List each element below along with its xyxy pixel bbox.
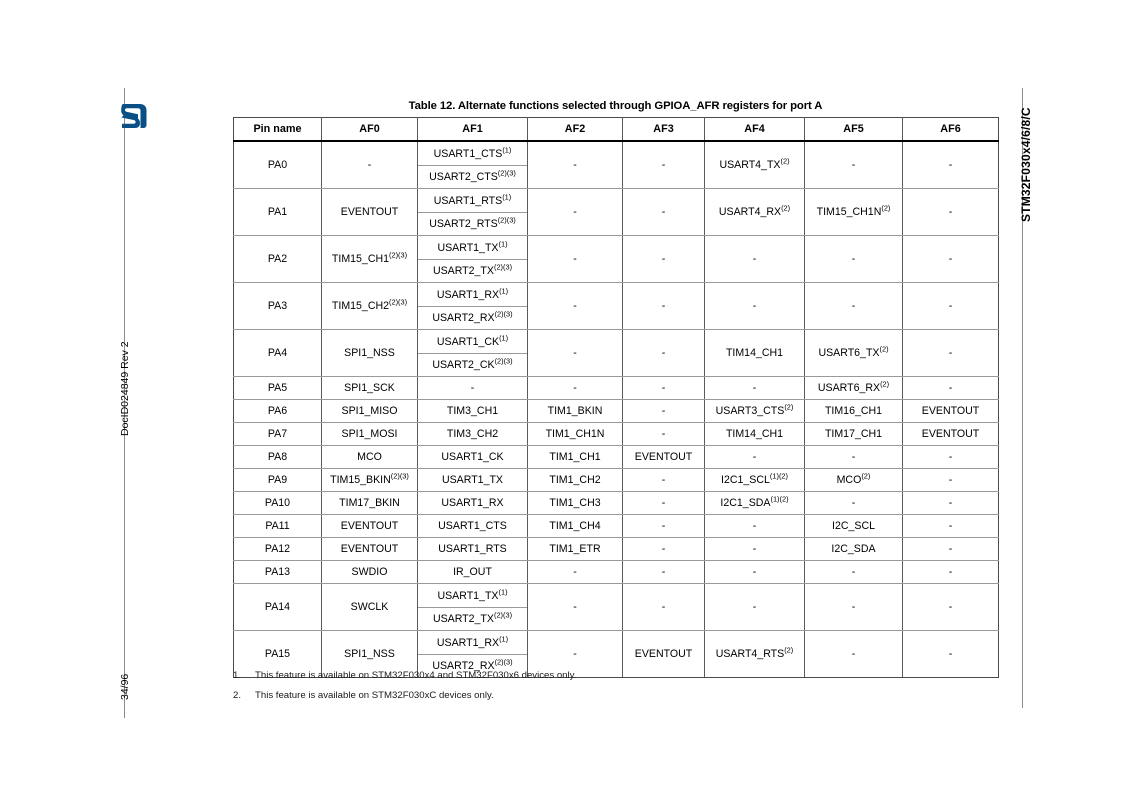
footnote-ref: (2)(3) [494, 308, 513, 318]
cell-af0: MCO [322, 446, 418, 469]
footnote-ref: (2)(3) [497, 167, 516, 177]
cell-af1-line: $USART2\_TX^{(2)(3)}$ [432, 609, 513, 625]
cell-af1: - [418, 377, 528, 400]
cell-af4: $I2C1\_SDA^{(1)(2)}$ [705, 492, 805, 515]
cell-af2: - [528, 561, 623, 584]
cell-af3: - [623, 189, 705, 236]
cell-af3: - [623, 538, 705, 561]
cell-af6: - [903, 377, 999, 400]
footnote-ref: (2)(3) [390, 471, 409, 481]
column-header-af0: AF0 [322, 118, 418, 142]
cell-af0: TIM17_BKIN [322, 492, 418, 515]
cell-af2: - [528, 189, 623, 236]
cell-af1: IR_OUT [418, 561, 528, 584]
footnote-ref: (1) [498, 586, 508, 596]
cell-af0: - [322, 141, 418, 189]
column-header-af6: AF6 [903, 118, 999, 142]
cell-af5: TIM16_CH1 [805, 400, 903, 423]
cell-af0: EVENTOUT [322, 189, 418, 236]
footnote-ref: (2) [784, 402, 794, 412]
cell-pin-name: PA3 [234, 283, 322, 330]
footnote-ref: (2) [780, 156, 790, 166]
cell-af2: - [528, 584, 623, 631]
footnote-ref: (1) [502, 191, 512, 201]
footer-page-number: 34/96 [119, 673, 131, 700]
cell-pin-name: PA6 [234, 400, 322, 423]
cell-af2: TIM1_BKIN [528, 400, 623, 423]
cell-af1-line: $USART2\_RTS^{(2)(3)}$ [429, 214, 516, 230]
cell-af1-line: $USART2\_TX^{(2)(3)}$ [432, 261, 513, 277]
cell-af1 [418, 584, 528, 631]
cell-af2: TIM1_CH4 [528, 515, 623, 538]
table-row [234, 236, 999, 283]
cell-af3: - [623, 561, 705, 584]
cell-af1 [418, 283, 528, 330]
cell-af2: - [528, 141, 623, 189]
cell-pin-name: PA0 [234, 141, 322, 189]
cell-af6: - [903, 492, 999, 515]
cell-af2: TIM1_ETR [528, 538, 623, 561]
cell-pin-name: PA13 [234, 561, 322, 584]
footnote-ref: (2)(3) [493, 609, 513, 619]
footnote-item [233, 670, 933, 681]
cell-af5: - [805, 283, 903, 330]
table-row [234, 538, 999, 561]
cell-af0: $TIM15\_CH2^{(2)(3)}$ [322, 283, 418, 330]
cell-af5: MCO$^{(2)}$ [805, 469, 903, 492]
table-header-row [234, 118, 999, 142]
column-header-af4: AF4 [705, 118, 805, 142]
cell-af5: - [805, 492, 903, 515]
cell-af6: - [903, 189, 999, 236]
footnote-item [233, 690, 933, 701]
table-row [234, 283, 999, 330]
cell-af4: USART3_CTS$^{(2)}$ [705, 400, 805, 423]
footnote-ref: (2) [881, 203, 891, 213]
table-row [234, 189, 999, 236]
cell-af1 [418, 189, 528, 236]
footnote-ref: (1) [498, 238, 508, 248]
cell-af4: - [705, 538, 805, 561]
cell-af4: - [705, 515, 805, 538]
cell-pin-name: PA2 [234, 236, 322, 283]
cell-af6: EVENTOUT [903, 423, 999, 446]
cell-af3: - [623, 283, 705, 330]
cell-af0: EVENTOUT [322, 515, 418, 538]
footnote-ref: (1)(2) [770, 494, 789, 504]
cell-af0: SPI1_SCK [322, 377, 418, 400]
cell-af4: $I2C1\_SCL^{(1)(2)}$ [705, 469, 805, 492]
cell-af0: $TIM15\_BKIN^{(2)(3)}$ [322, 469, 418, 492]
cell-af2: TIM1_CH2 [528, 469, 623, 492]
table-row [234, 400, 999, 423]
cell-af1-line: USART1_RTS$^{(1)}$ [418, 190, 527, 213]
cell-af1-line: USART1_CK$^{(1)}$ [418, 331, 527, 354]
cell-af5: I2C_SCL [805, 515, 903, 538]
cell-af1: USART1_RTS [418, 538, 528, 561]
cell-af1-line: $USART2\_CTS^{(2)(3)}$ [429, 167, 516, 183]
cell-af2: TIM1_CH3 [528, 492, 623, 515]
cell-af1: USART1_CK [418, 446, 528, 469]
cell-af2: - [528, 631, 623, 678]
cell-af1-line: $USART2\_RX^{(2)(3)}$ [432, 656, 513, 672]
footnotes [233, 670, 933, 710]
cell-af3: - [623, 141, 705, 189]
cell-pin-name: PA1 [234, 189, 322, 236]
footer-doc-id: DocID024849 Rev 2 [119, 341, 131, 436]
cell-af2: - [528, 330, 623, 377]
cell-af3: EVENTOUT [623, 446, 705, 469]
header-part-number: STM32F030x4/6/8/C [1019, 107, 1033, 222]
footnote-ref: (1) [499, 285, 509, 295]
cell-af2: - [528, 377, 623, 400]
cell-af6: - [903, 561, 999, 584]
cell-af6: - [903, 515, 999, 538]
footnote-text: This feature is available on STM32F030x4 and STM32F030x6 devices only. [255, 670, 577, 681]
cell-af0: SPI1_NSS [322, 631, 418, 678]
cell-af6: EVENTOUT [903, 400, 999, 423]
cell-af0: SPI1_MISO [322, 400, 418, 423]
cell-pin-name: PA9 [234, 469, 322, 492]
table-row [234, 492, 999, 515]
footnote-ref: (2) [784, 645, 794, 655]
cell-af4: TIM14_CH1 [705, 423, 805, 446]
cell-af3: - [623, 492, 705, 515]
table-row [234, 141, 999, 189]
cell-af3: - [623, 330, 705, 377]
cell-af1: USART1_RX [418, 492, 528, 515]
table-row [234, 377, 999, 400]
footnote-ref: (1)(2) [769, 471, 788, 481]
cell-af4: - [705, 236, 805, 283]
cell-af1-line: USART1_TX$^{(1)}$ [418, 237, 527, 260]
cell-af0: SPI1_NSS [322, 330, 418, 377]
cell-af6: - [903, 446, 999, 469]
footnote-ref: (2)(3) [494, 656, 513, 666]
cell-af0: SPI1_MOSI [322, 423, 418, 446]
footnote-ref: (1) [502, 144, 512, 154]
cell-af4: - [705, 283, 805, 330]
cell-af5: - [805, 561, 903, 584]
column-header-af5: AF5 [805, 118, 903, 142]
alternate-functions-table [233, 117, 999, 678]
cell-pin-name: PA5 [234, 377, 322, 400]
cell-af4: - [705, 377, 805, 400]
cell-af1 [418, 141, 528, 189]
cell-pin-name: PA8 [234, 446, 322, 469]
footnote-ref: (1) [499, 332, 509, 342]
cell-af6: - [903, 283, 999, 330]
table-row [234, 469, 999, 492]
cell-af5: - [805, 446, 903, 469]
cell-af5: USART6_TX$^{(2)}$ [805, 330, 903, 377]
cell-af1: TIM3_CH2 [418, 423, 528, 446]
cell-af5: - [805, 141, 903, 189]
table-row [234, 446, 999, 469]
cell-af6: - [903, 141, 999, 189]
footnote-ref: (2) [861, 471, 871, 481]
cell-pin-name: PA7 [234, 423, 322, 446]
table-row [234, 584, 999, 631]
cell-pin-name: PA4 [234, 330, 322, 377]
cell-af5: - [805, 584, 903, 631]
cell-af4: - [705, 561, 805, 584]
column-header-pin-name: Pin name [234, 118, 322, 142]
st-logo-icon [113, 95, 155, 137]
footnote-ref: (2) [880, 379, 890, 389]
cell-af3: - [623, 584, 705, 631]
table-row [234, 561, 999, 584]
table-row [234, 330, 999, 377]
cell-af1: USART1_TX [418, 469, 528, 492]
cell-af6: - [903, 538, 999, 561]
cell-af3: EVENTOUT [623, 631, 705, 678]
cell-af4: TIM14_CH1 [705, 330, 805, 377]
cell-af0: $TIM15\_CH1^{(2)(3)}$ [322, 236, 418, 283]
cell-af1-line: USART1_TX$^{(1)}$ [418, 585, 527, 608]
cell-af6: - [903, 330, 999, 377]
cell-af0: EVENTOUT [322, 538, 418, 561]
footnote-ref: (2)(3) [389, 250, 408, 260]
column-header-af1: AF1 [418, 118, 528, 142]
footnote-ref: (2)(3) [497, 214, 516, 224]
table-row [234, 423, 999, 446]
cell-af5: TIM17_CH1 [805, 423, 903, 446]
cell-af5: - [805, 631, 903, 678]
cell-af2: TIM1_CH1 [528, 446, 623, 469]
cell-af1-line: $USART2\_CK^{(2)(3)}$ [432, 355, 513, 371]
cell-af1-line: USART1_CTS$^{(1)}$ [418, 143, 527, 166]
cell-pin-name: PA15 [234, 631, 322, 678]
cell-af6: - [903, 631, 999, 678]
cell-af1: TIM3_CH1 [418, 400, 528, 423]
footnote-ref: (1) [499, 633, 509, 643]
footnote-text: This feature is available on STM32F030xC devices only. [255, 690, 494, 701]
cell-af5: I2C_SDA [805, 538, 903, 561]
cell-pin-name: PA10 [234, 492, 322, 515]
cell-af1: USART1_CTS [418, 515, 528, 538]
cell-af5: USART6_RX$^{(2)}$ [805, 377, 903, 400]
footnote-number: 2. [233, 690, 242, 701]
cell-af2: - [528, 283, 623, 330]
cell-af5: $TIM15\_CH1N^{(2)}$ [805, 189, 903, 236]
cell-af0: SWDIO [322, 561, 418, 584]
footnote-ref: (2) [781, 203, 791, 213]
cell-af0: SWCLK [322, 584, 418, 631]
footnote-ref: (2) [879, 344, 889, 354]
cell-af4: USART4_TX$^{(2)}$ [705, 141, 805, 189]
column-header-af3: AF3 [623, 118, 705, 142]
cell-pin-name: PA12 [234, 538, 322, 561]
footnote-ref: (2)(3) [494, 355, 513, 365]
cell-af1 [418, 236, 528, 283]
cell-af3: - [623, 236, 705, 283]
table-caption: Table 12. Alternate functions selected through GPIOA_AFR registers for port A [408, 100, 823, 112]
cell-af6: - [903, 469, 999, 492]
cell-af6: - [903, 236, 999, 283]
cell-af1-line: $USART2\_RX^{(2)(3)}$ [432, 308, 513, 324]
cell-af6: - [903, 584, 999, 631]
cell-pin-name: PA14 [234, 584, 322, 631]
cell-af1-line: USART1_RX$^{(1)}$ [418, 632, 527, 655]
table-body [234, 141, 999, 678]
table-row [234, 515, 999, 538]
cell-af3: - [623, 423, 705, 446]
cell-af4: USART4_RTS$^{(2)}$ [705, 631, 805, 678]
cell-af3: - [623, 400, 705, 423]
cell-af4: - [705, 446, 805, 469]
cell-af1 [418, 330, 528, 377]
cell-af3: - [623, 469, 705, 492]
cell-af2: TIM1_CH1N [528, 423, 623, 446]
cell-af4: - [705, 584, 805, 631]
column-header-af2: AF2 [528, 118, 623, 142]
cell-af2: - [528, 236, 623, 283]
cell-af3: - [623, 515, 705, 538]
cell-af4: USART4_RX$^{(2)}$ [705, 189, 805, 236]
table-block [233, 100, 998, 678]
cell-af5: - [805, 236, 903, 283]
footnote-number: 1. [233, 670, 242, 681]
footnote-ref: (2)(3) [389, 297, 408, 307]
cell-af3: - [623, 377, 705, 400]
footnote-ref: (2)(3) [493, 261, 513, 271]
cell-af1-line: USART1_RX$^{(1)}$ [418, 284, 527, 307]
cell-pin-name: PA11 [234, 515, 322, 538]
